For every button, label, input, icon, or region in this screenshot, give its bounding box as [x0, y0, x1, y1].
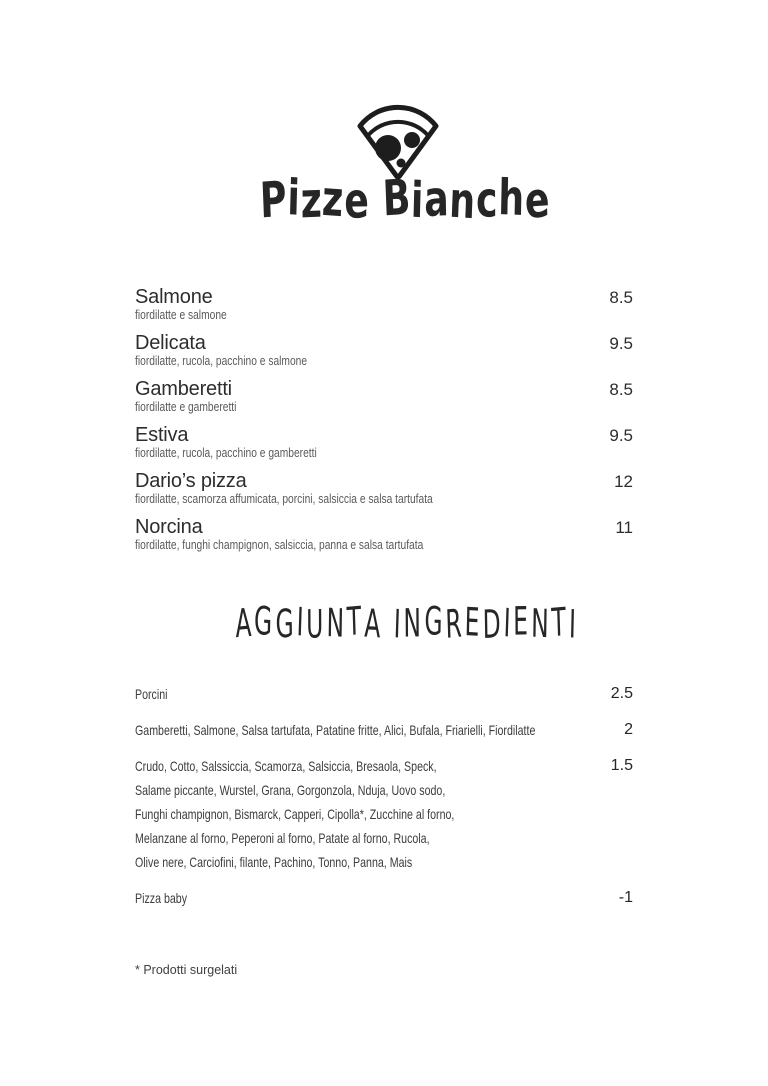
addon-text-line: Olive nere, Carciofini, filante, Pachino, Tonno, Panna, Mais: [135, 854, 413, 870]
addon-text-line: Crudo, Cotto, Salssiccia, Scamorza, Salsiccia, Bresaola, Speck,: [135, 758, 437, 774]
addon-price: 2.5: [610, 685, 633, 702]
item-price: 8.5: [609, 288, 633, 307]
page-title: Pizze Bianche: [258, 168, 552, 231]
section-title-aggiunta-ingredienti: AGGIUNTA INGREDIENTI: [234, 598, 580, 648]
aggiunta-list: [135, 682, 633, 922]
item-name: Gamberetti: [135, 378, 232, 400]
item-price: 12: [614, 472, 633, 491]
item-price: 9.5: [609, 426, 633, 445]
menu-item-salmone: [135, 286, 633, 322]
addon-item-group-2: [135, 718, 633, 742]
item-description: fiordilatte, funghi champignon, salsiccia, panna e salsa tartufata: [135, 538, 424, 552]
menu-item-estiva: [135, 424, 633, 460]
item-description: fiordilatte, rucola, pacchino e gamberetti: [135, 446, 317, 460]
menu-item-delicata: [135, 332, 633, 368]
item-price: 8.5: [609, 380, 633, 399]
addon-text-line: Salame piccante, Wurstel, Grana, Gorgonzola, Nduja, Uovo sodo,: [135, 782, 446, 798]
addon-item-porcini: [135, 682, 633, 706]
item-name: Salmone: [135, 286, 213, 308]
item-name: Delicata: [135, 332, 206, 354]
pizze-bianche-list: [135, 286, 633, 562]
addon-price: 2: [624, 721, 633, 738]
addon-text-line: Funghi champignon, Bismarck, Capperi, Cipolla*, Zucchine al forno,: [135, 806, 455, 822]
item-description: fiordilatte, rucola, pacchino e salmone: [135, 354, 308, 368]
addon-text: Gamberetti, Salmone, Salsa tartufata, Patatine fritte, Alici, Bufala, Friarielli, Fiordilatte: [135, 722, 536, 738]
item-description: fiordilatte e salmone: [135, 308, 227, 322]
addon-price: 1.5: [610, 757, 633, 774]
menu-item-norcina: [135, 516, 633, 552]
frozen-products-note: * Prodotti surgelati: [135, 963, 238, 977]
item-name: Norcina: [135, 516, 203, 538]
menu-item-darios-pizza: [135, 470, 633, 506]
item-description: fiordilatte, scamorza affumicata, porcini, salsiccia e salsa tartufata: [135, 492, 433, 506]
addon-item-pizza-baby: [135, 886, 633, 910]
addon-item-group-1-5: [135, 754, 633, 874]
item-description: fiordilatte e gamberetti: [135, 400, 237, 414]
addon-text: Porcini: [135, 686, 168, 702]
item-price: 11: [615, 518, 633, 537]
item-name: Estiva: [135, 424, 189, 446]
item-price: 9.5: [609, 334, 633, 353]
addon-price: -1: [618, 889, 633, 906]
menu-item-gamberetti: [135, 378, 633, 414]
addon-text-line: Melanzane al forno, Peperoni al forno, Patate al forno, Rucola,: [135, 830, 430, 846]
item-name: Dario’s pizza: [135, 470, 247, 492]
addon-text: Pizza baby: [135, 890, 188, 906]
addon-text-multiline: [135, 754, 513, 874]
